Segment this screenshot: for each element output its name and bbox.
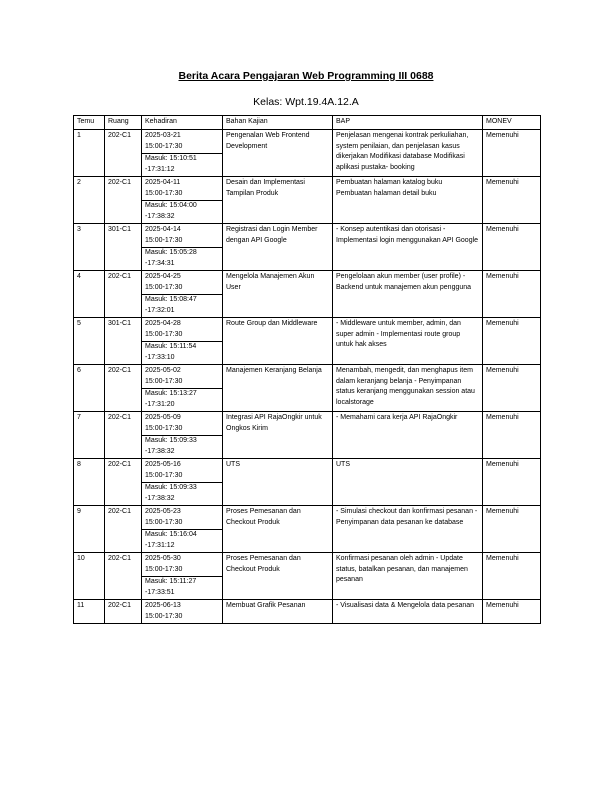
- cell-temu: 4: [74, 271, 105, 318]
- attendance-checkin: Masuk: 15:11:27 -17:33:51: [142, 576, 222, 598]
- cell-bahan-kajian: Mengelola Manajemen Akun User: [223, 271, 333, 318]
- cell-kehadiran: [142, 600, 223, 624]
- session-time: 15:00-17:30: [145, 471, 183, 479]
- header-kehadiran: Kehadiran: [142, 116, 223, 130]
- header-bahan-kajian: Bahan Kajian: [223, 116, 333, 130]
- cell-temu: 5: [74, 318, 105, 365]
- session-time: 15:00-17:30: [145, 424, 183, 432]
- cell-kehadiran: [142, 553, 223, 600]
- cell-ruang: 202-C1: [105, 365, 142, 412]
- session-date: 2025-04-28: [145, 320, 181, 327]
- cell-temu: 9: [74, 506, 105, 553]
- cell-ruang: 202-C1: [105, 506, 142, 553]
- header-temu: Temu: [74, 116, 105, 130]
- cell-kehadiran: [142, 177, 223, 224]
- cell-monev: Memenuhi: [483, 459, 541, 506]
- cell-monev: Memenuhi: [483, 506, 541, 553]
- cell-bap: - Simulasi checkout dan konfirmasi pesanan - Penyimpanan data pesanan ke database: [333, 506, 483, 553]
- cell-bap: - Middleware untuk member, admin, dan super admin - Implementasi route group untuk hak akses: [333, 318, 483, 365]
- cell-ruang: 301-C1: [105, 224, 142, 271]
- cell-monev: Memenuhi: [483, 271, 541, 318]
- session-date: 2025-05-02: [145, 367, 181, 374]
- cell-bap: Konfirmasi pesanan oleh admin - Update status, batalkan pesanan, dan manajemen pesanan: [333, 553, 483, 600]
- cell-ruang: 202-C1: [105, 553, 142, 600]
- cell-ruang: 301-C1: [105, 318, 142, 365]
- session-date: 2025-05-23: [145, 508, 181, 515]
- table-row: [74, 177, 541, 224]
- session-time: 15:00-17:30: [145, 142, 183, 150]
- cell-kehadiran: [142, 271, 223, 318]
- table-row: [74, 130, 541, 177]
- cell-temu: 1: [74, 130, 105, 177]
- table-row: [74, 271, 541, 318]
- cell-temu: 7: [74, 412, 105, 459]
- session-time: 15:00-17:30: [145, 518, 183, 526]
- cell-monev: Memenuhi: [483, 365, 541, 412]
- cell-temu: 6: [74, 365, 105, 412]
- table-row: [74, 365, 541, 412]
- document-title: Berita Acara Pengajaran Web Programming III 0688: [178, 70, 434, 82]
- table-row: [74, 459, 541, 506]
- session-time: 15:00-17:30: [145, 377, 183, 385]
- cell-monev: Memenuhi: [483, 318, 541, 365]
- session-time: 15:00-17:30: [145, 330, 183, 338]
- session-date: 2025-05-30: [145, 555, 181, 562]
- cell-ruang: 202-C1: [105, 177, 142, 224]
- attendance-checkin: Masuk: 15:05:28 -17:34:31: [142, 247, 222, 269]
- cell-bap: Penjelasan mengenai kontrak perkuliahan, system penilaian, dan penjelasan kasus dikerjakan Modifikasi database Modifikasi aplikasi pustaka- booking: [333, 130, 483, 177]
- cell-bahan-kajian: Integrasi API RajaOngkir untuk Ongkos Kirim: [223, 412, 333, 459]
- cell-bap: - Memahami cara kerja API RajaOngkir: [333, 412, 483, 459]
- header-ruang: Ruang: [105, 116, 142, 130]
- cell-bap: Pengelolaan akun member (user profile) - Backend untuk manajemen akun pengguna: [333, 271, 483, 318]
- cell-kehadiran: [142, 365, 223, 412]
- cell-bahan-kajian: UTS: [223, 459, 333, 506]
- attendance-checkin: Masuk: 15:09:33 -17:38:32: [142, 482, 222, 504]
- attendance-checkin: Masuk: 15:16:04 -17:31:12: [142, 529, 222, 551]
- cell-bahan-kajian: Desain dan Implementasi Tampilan Produk: [223, 177, 333, 224]
- cell-kehadiran: [142, 412, 223, 459]
- table-row: [74, 553, 541, 600]
- cell-bap: UTS: [333, 459, 483, 506]
- attendance-checkin: Masuk: 15:11:54 -17:33:10: [142, 341, 222, 363]
- session-date: 2025-06-13: [145, 602, 181, 609]
- session-date: 2025-05-09: [145, 414, 181, 421]
- table-row: [74, 318, 541, 365]
- class-subtitle: Kelas: Wpt.19.4A.12.A: [253, 96, 359, 108]
- cell-temu: 3: [74, 224, 105, 271]
- cell-kehadiran: [142, 459, 223, 506]
- cell-temu: 8: [74, 459, 105, 506]
- cell-bahan-kajian: Membuat Grafik Pesanan: [223, 600, 333, 624]
- attendance-checkin: Masuk: 15:04:00 -17:38:32: [142, 200, 222, 222]
- table-row: [74, 412, 541, 459]
- cell-temu: 10: [74, 553, 105, 600]
- cell-ruang: 202-C1: [105, 130, 142, 177]
- table-row: [74, 600, 541, 624]
- cell-monev: Memenuhi: [483, 412, 541, 459]
- session-time: 15:00-17:30: [145, 236, 183, 244]
- session-date: 2025-04-25: [145, 273, 181, 280]
- cell-bap: - Visualisasi data & Mengelola data pesanan: [333, 600, 483, 624]
- teaching-record-table: [73, 115, 541, 624]
- attendance-checkin: Masuk: 15:10:51 -17:31:12: [142, 153, 222, 175]
- cell-ruang: 202-C1: [105, 412, 142, 459]
- cell-kehadiran: [142, 318, 223, 365]
- cell-ruang: 202-C1: [105, 459, 142, 506]
- cell-bap: - Konsep autentikasi dan otorisasi - Implementasi login menggunakan API Google: [333, 224, 483, 271]
- cell-bap: Pembuatan halaman katalog buku Pembuatan halaman detail buku: [333, 177, 483, 224]
- cell-temu: 2: [74, 177, 105, 224]
- cell-monev: Memenuhi: [483, 553, 541, 600]
- header-bap: BAP: [333, 116, 483, 130]
- session-date: 2025-04-11: [145, 179, 181, 186]
- session-time: 15:00-17:30: [145, 283, 183, 291]
- cell-ruang: 202-C1: [105, 271, 142, 318]
- cell-bahan-kajian: Manajemen Keranjang Belanja: [223, 365, 333, 412]
- cell-ruang: 202-C1: [105, 600, 142, 624]
- cell-bahan-kajian: Route Group dan Middleware: [223, 318, 333, 365]
- cell-bahan-kajian: Proses Pemesanan dan Checkout Produk: [223, 506, 333, 553]
- cell-monev: Memenuhi: [483, 130, 541, 177]
- cell-temu: 11: [74, 600, 105, 624]
- cell-monev: Memenuhi: [483, 177, 541, 224]
- cell-bahan-kajian: Registrasi dan Login Member dengan API Google: [223, 224, 333, 271]
- session-date: 2025-05-16: [145, 461, 181, 468]
- table-body: [74, 130, 541, 624]
- cell-kehadiran: [142, 506, 223, 553]
- cell-monev: Memenuhi: [483, 224, 541, 271]
- table-row: [74, 506, 541, 553]
- header-monev: MONEV: [483, 116, 541, 130]
- attendance-checkin: Masuk: 15:09:33 -17:38:32: [142, 435, 222, 457]
- table-header-row: [74, 116, 541, 130]
- cell-bahan-kajian: Proses Pemesanan dan Checkout Produk: [223, 553, 333, 600]
- cell-kehadiran: [142, 224, 223, 271]
- cell-monev: Memenuhi: [483, 600, 541, 624]
- attendance-checkin: Masuk: 15:08:47 -17:32:01: [142, 294, 222, 316]
- table-row: [74, 224, 541, 271]
- session-time: 15:00-17:30: [145, 189, 183, 197]
- session-date: 2025-04-14: [145, 226, 181, 233]
- session-date: 2025-03-21: [145, 132, 181, 139]
- attendance-checkin: Masuk: 15:13:27 -17:31:20: [142, 388, 222, 410]
- session-time: 15:00-17:30: [145, 612, 183, 620]
- cell-kehadiran: [142, 130, 223, 177]
- cell-bap: Menambah, mengedit, dan menghapus item dalam keranjang belanja - Penyimpanan status keranjang menggunakan session atau localstorage: [333, 365, 483, 412]
- cell-bahan-kajian: Pengenalan Web Frontend Development: [223, 130, 333, 177]
- session-time: 15:00-17:30: [145, 565, 183, 573]
